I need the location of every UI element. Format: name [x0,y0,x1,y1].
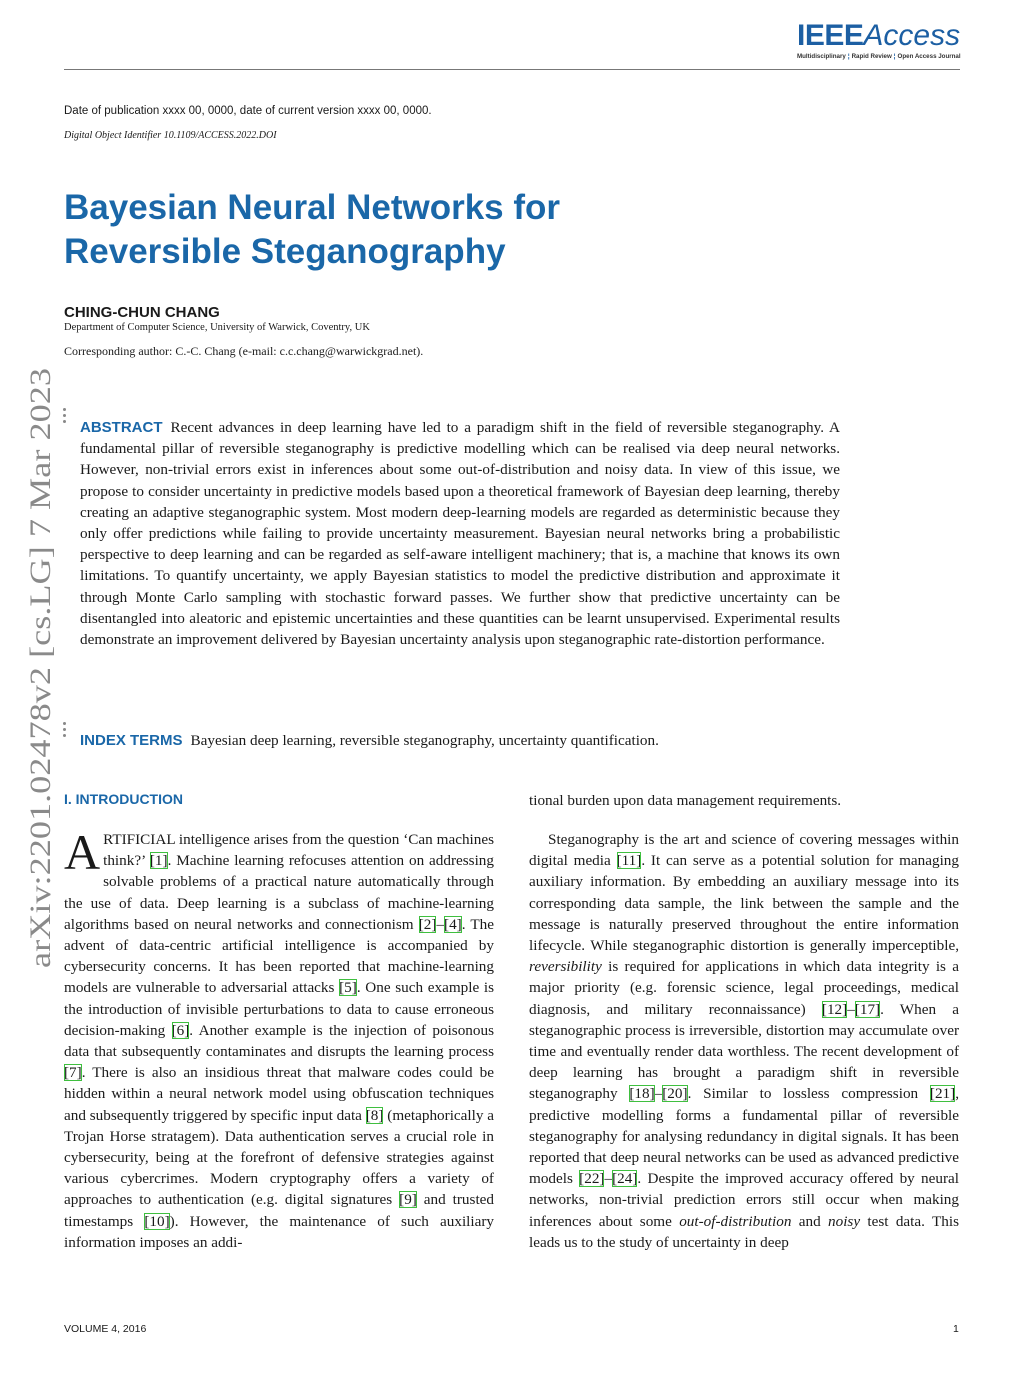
body-text: is required for applications in which data integrity is a major priority (e.g. forensic science, legal proceedings, medical diagnosis, and military reconnaissance) [529,958,959,1018]
index-terms-label: INDEX TERMS [80,732,183,749]
body-text: . One such example is the introduction of invisible perturbations to data to cause erroneous decision-making [64,979,495,1039]
abstract [80,417,840,650]
body-text: . There is also an insidious threat that malware codes could be hidden within a neural network model using obfuscation techniques and subsequently triggered by specific input data [64,1064,494,1124]
emphasis-text: out-of-distribution [679,1212,792,1230]
paper-title [64,186,764,274]
body-text: and trusted timestamps [64,1191,494,1230]
author-affiliation: Department of Computer Science, University of Warwick, Coventry, UK [64,322,370,333]
intro-right-column-top [529,790,959,811]
body-text: test data. This leads us to the study of uncertainty in deep [529,1212,959,1251]
citation-link[interactable]: [21] [929,1085,956,1103]
abstract-marker-dots [62,408,68,426]
citation-link[interactable]: [4] [444,915,462,933]
body-text: . Machine learning refocuses attention on addressing solvable problems of a practical nature automatically through the use of data. Deep learning is a subclass of machine-learning algorithms based on neural networks and connectionism [64,852,494,933]
citation-link[interactable]: [1] [149,852,168,870]
doi-line: Digital Object Identifier 10.1109/ACCESS.2022.DOI [64,130,277,141]
tagline-part: Open Access Journal [897,53,961,60]
arxiv-stamp-text: arXiv:2201.02478v2 [cs.LG] 7 Mar 2023 [25,479,57,968]
body-text: . Another example is the injection of poisonous data that subsequently contaminates and disrupts the learning process [64,1021,494,1061]
tagline-part: Rapid Review [851,53,892,60]
author-name: CHING-CHUN CHANG [64,304,220,321]
footer-volume: VOLUME 4, 2016 [64,1323,147,1335]
citation-link[interactable]: [24] [612,1170,638,1188]
tagline-separator: ¦ [893,53,896,60]
citation-link[interactable]: [12] [821,1000,848,1018]
body-text: tional burden upon data management requirements. [529,792,842,809]
corresponding-author: Corresponding author: C.-C. Chang (e-mail: c.c.chang@warwickgrad.net). [64,344,424,358]
footer-page-number: 1 [953,1323,959,1335]
abstract-label: ABSTRACT [80,419,163,436]
citation-link[interactable]: [20] [662,1085,688,1103]
citation-link[interactable]: [22] [579,1170,605,1188]
body-text: – [654,1085,663,1103]
body-text: , predictive modelling forms a fundamental pillar of reversible steganography for analysing redundancy in digital signals. It has been reported that deep neural networks can be used as advanced predictive models [529,1085,959,1188]
citation-link[interactable]: [9] [399,1191,417,1209]
citation-link[interactable]: [2] [418,915,437,933]
emphasis-text: noisy [828,1212,861,1230]
citation-link[interactable]: [5] [339,979,357,997]
index-terms [80,730,880,751]
arxiv-stamp [16,363,60,973]
section-heading: I. INTRODUCTION [64,791,183,807]
header-rule [64,69,960,70]
citation-link[interactable]: [18] [629,1085,655,1103]
abstract-text: Recent advances in deep learning have led to a paradigm shift in the field of reversible steganography. A fundamental pillar of reversible steganography is predictive modelling which can be realised via deep neural networks. However, non-trivial errors exist in inferences about some out-of-distribution and noisy data. In view of this issue, we propose to consider uncertainty in predictive models based upon a theoretical framework of Bayesian deep learning, thereby creating an adaptive steganographic system. Most modern deep-learning models are regarded as deterministic because they only offer predictions while failing to provide uncertainty measurement. Bayesian neural networks bring a probabilistic perspective to deep learning and can be regarded as self-aware intelligent machinery; that is, a machine that knows its own limitations. To quantify uncertainty, we apply Bayesian statistics to model the predictive distribution and approximate it through Monte Carlo sampling with stochastic forward passes. We further show that predictive uncertainty can be disentangled into aleatoric and epistemic uncertainties and these quantities can be learnt unsupervised. Experimental results demonstrate an improvement delivered by Bayesian uncertainty analysis upon steganographic rate-distortion performance. [80,419,840,649]
body-text: . When a steganographic process is irreversible, distortion may accumulate over time and eventually render data worthless. The recent development of deep learning has brought a paradigm shift in reversible steganography [529,1000,959,1103]
citation-link[interactable]: [8] [365,1106,384,1124]
emphasis-text: reversibility [529,958,602,976]
index-terms-marker-dots [62,722,68,740]
body-text: – [436,915,445,933]
body-text: – [847,1000,855,1018]
logo-tagline [797,53,961,60]
logo-bold-text: IEEE [797,19,864,52]
drop-cap: A [64,824,101,880]
body-text: – [604,1170,613,1188]
body-text: . Despite the improved accuracy offered by neural networks, non-trivial prediction errors still occur when making inferences about some [529,1170,960,1230]
tagline-separator: ¦ [847,53,850,60]
intro-left-column [64,824,495,1253]
citation-link[interactable]: [7] [64,1064,82,1082]
logo-light-text: Access [863,19,961,52]
body-text: ). However, the maintenance of such auxiliary information imposes an addi- [64,1212,495,1251]
body-text: . Similar to lossless compression [687,1085,930,1103]
ieee-access-logo [797,19,961,60]
citation-link[interactable]: [11] [616,852,642,870]
title-line: Bayesian Neural Networks for [64,188,561,227]
publication-date: Date of publication xxxx 00, 0000, date of current version xxxx 00, 0000. [64,105,432,117]
title-line: Reversible Steganography [64,232,506,271]
body-text: Steganography is the art and science of covering messages within digital media [529,831,959,870]
citation-link[interactable]: [6] [171,1021,190,1039]
body-text: . It can serve as a potential solution for managing auxiliary information. By embedding an auxiliary message into its corresponding data sample, the link between the sample and the message is naturally preserved throughout the entire information lifecycle. While steganographic distortion is generally imperceptible, [529,852,959,955]
citation-link[interactable]: [17] [854,1000,881,1018]
body-text: (metaphorically a Trojan Horse stratagem). Data authentication serves a crucial role in cybersecurity, being at the forefront of defensive strategies against various cybercrimes. Modern cryptography offers a variety of approaches to authentication (e.g. digital signatures [64,1106,495,1209]
index-terms-text: Bayesian deep learning, reversible steganography, uncertainty quantification. [190,732,659,749]
tagline-part: Multidisciplinary [797,53,846,60]
intro-right-column [529,829,959,1253]
citation-link[interactable]: [10] [144,1212,170,1230]
body-text: RTIFICIAL intelligence arises from the question ‘Can machines think?’ [103,831,494,870]
body-text: . The advent of data-centric artificial intelligence is accompanied by cybersecurity concerns. It has been reported that machine-learning models are vulnerable to adversarial attacks [64,915,495,997]
body-text: and [791,1212,829,1230]
